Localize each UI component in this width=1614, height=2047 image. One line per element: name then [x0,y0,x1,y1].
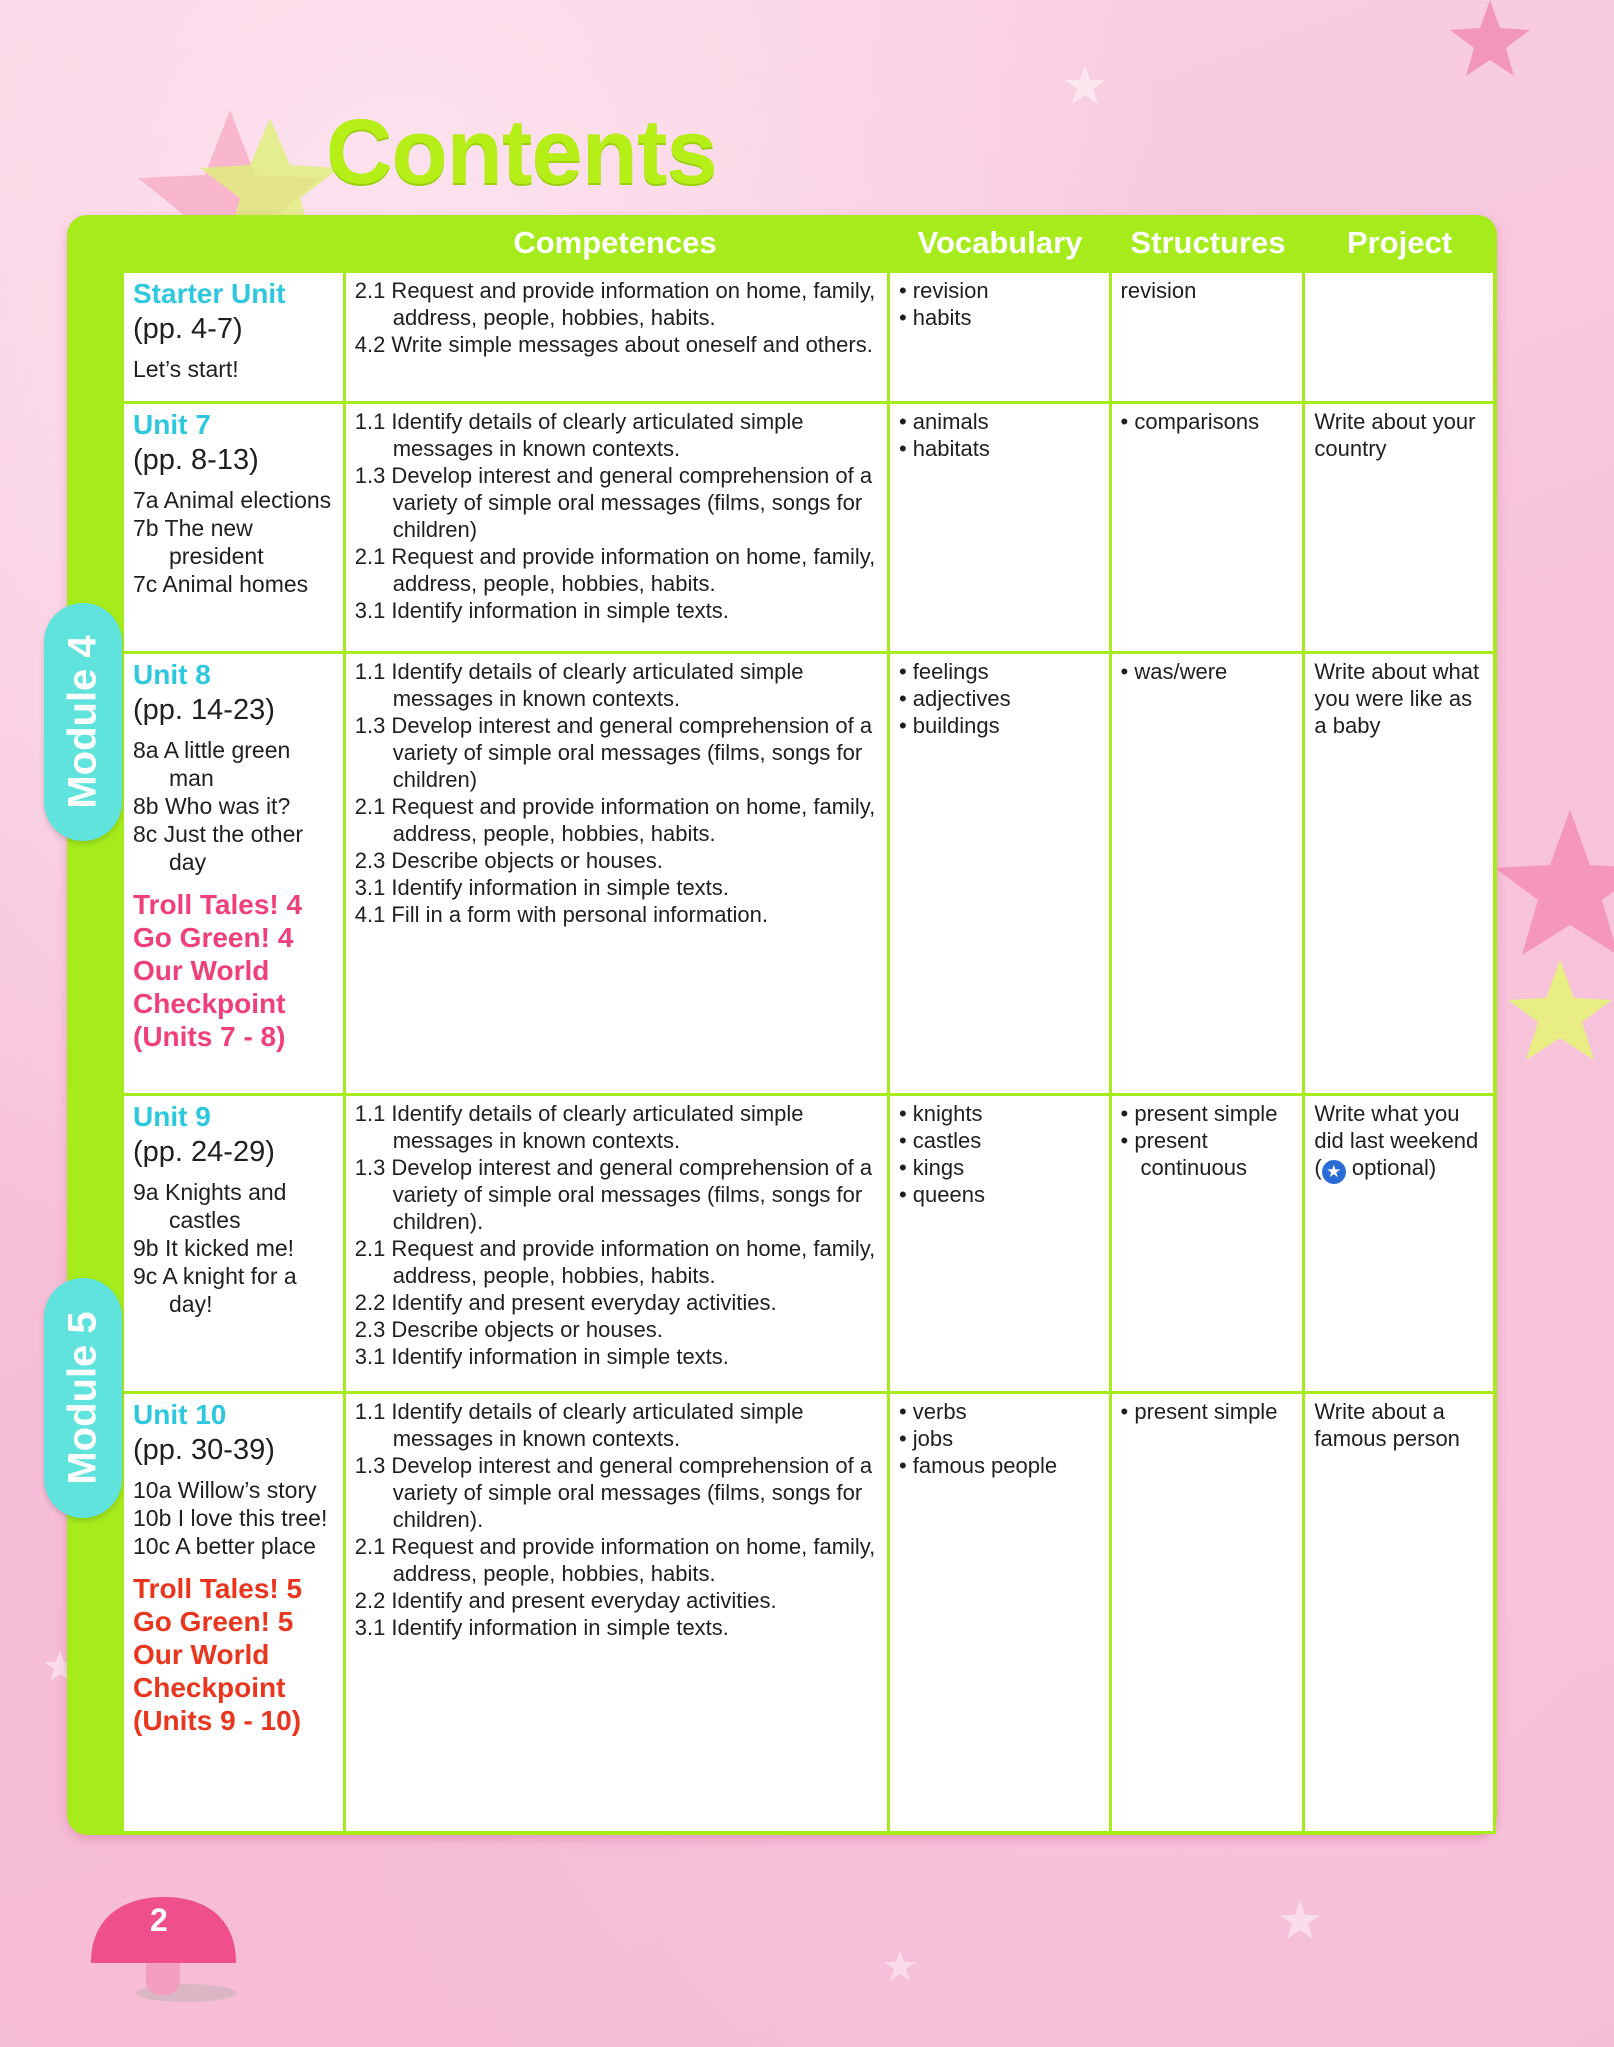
project-cell [1304,272,1495,403]
unit-pages: (pp. 14-23) [133,694,275,726]
structure-item: • present continuous [1120,1128,1247,1180]
competences-cell [344,653,888,1095]
unit-title: Unit 8 [133,659,211,690]
lesson-item: 9b It kicked me! [133,1235,295,1261]
lesson-item: 9a Knights and castles [133,1179,287,1233]
page-title: Contents [326,101,717,203]
vocabulary-item: • habitats [898,436,990,461]
table-row [123,1393,1495,1833]
unit-title: Unit 9 [133,1101,211,1132]
competence-item: 2.1 Request and provide information on home, family, address, people, hobbies, habits. [354,794,876,846]
competence-item: 2.1 Request and provide information on home, family, address, people, hobbies, habits. [354,1236,876,1288]
extra-item: Troll Tales! 5 [133,1573,303,1604]
competence-item: 1.1 Identify details of clearly articulated simple messages in known contexts. [354,659,804,711]
extra-item: Our World [133,955,270,986]
project-note [1314,1154,1484,1184]
unit-title: Unit 7 [133,409,211,440]
competence-item: 2.1 Request and provide information on home, family, address, people, hobbies, habits. [354,1534,876,1586]
unit-title: Starter Unit [133,278,286,309]
unit-pages: (pp. 4-7) [133,313,243,345]
project-text: Write about a famous person [1314,1399,1460,1451]
lesson-item: 8b Who was it? [133,793,291,819]
competence-item: 2.2 Identify and present everyday activities. [354,1588,777,1613]
vocabulary-item: • adjectives [898,686,1011,711]
competence-item: 1.3 Develop interest and general comprehension of a variety of simple oral messages (films, songs for children). [354,1155,873,1234]
vocabulary-item: • knights [898,1101,983,1126]
project-cell [1304,1393,1495,1833]
module-4-tab [44,603,122,841]
extra-item: Checkpoint [133,988,286,1019]
competence-item: 4.1 Fill in a form with personal information. [354,902,769,927]
extra-item: Our World [133,1639,270,1670]
unit-cell [123,272,345,403]
competence-item: 3.1 Identify information in simple texts. [354,1344,729,1369]
header-structures: Structures [1130,225,1286,260]
lesson-item: 10a Willow’s story [133,1477,317,1503]
structure-item: • comparisons [1120,409,1260,434]
competence-item: 2.3 Describe objects or houses. [354,848,663,873]
structures-cell [1110,1095,1304,1393]
contents-table [121,270,1496,1834]
header-vocabulary: Vocabulary [917,225,1083,260]
lesson-item: 7a Animal elections [133,487,332,513]
vocabulary-item: • feelings [898,659,989,684]
extra-item: Go Green! 5 [133,1606,294,1637]
structure-item: revision [1120,278,1197,303]
competence-item: 2.2 Identify and present everyday activities. [354,1290,777,1315]
competence-item: 1.3 Develop interest and general comprehension of a variety of simple oral messages (films, songs for children) [354,463,873,542]
vocabulary-cell [888,1095,1110,1393]
unit-title: Unit 10 [133,1399,227,1430]
lesson-item: 8c Just the other day [133,821,304,875]
extras-list [133,1572,334,1737]
unit-pages: (pp. 30-39) [133,1434,275,1466]
vocabulary-cell [888,653,1110,1095]
extra-item: Checkpoint [133,1672,286,1703]
competence-item: 3.1 Identify information in simple texts. [354,1615,729,1640]
header-competences: Competences [513,225,717,260]
lesson-item: 7b The new president [133,515,264,569]
project-text: Write about what you were like as a baby [1314,659,1480,738]
project-note-text: optional) [1345,1155,1437,1180]
structures-cell [1110,403,1304,653]
competences-cell [344,1095,888,1393]
extra-item: (Units 7 - 8) [133,1021,286,1052]
competence-item: 3.1 Identify information in simple texts. [354,875,729,900]
vocabulary-item: • queens [898,1182,985,1207]
structures-cell [1110,272,1304,403]
vocabulary-item: • kings [898,1155,965,1180]
structure-item: • present simple [1120,1399,1278,1424]
competence-item: 2.1 Request and provide information on home, family, address, people, hobbies, habits. [354,544,876,596]
competence-item: 1.3 Develop interest and general comprehension of a variety of simple oral messages (films, songs for children). [354,1453,873,1532]
unit-pages: (pp. 24-29) [133,1136,275,1168]
lesson-item: 7c Animal homes [133,571,309,597]
vocabulary-item: • verbs [898,1399,967,1424]
extras-list [133,888,334,1053]
unit-cell [123,403,345,653]
vocabulary-cell [888,272,1110,403]
structures-cell [1110,1393,1304,1833]
module-5-label: Module 5 [60,1311,105,1485]
structures-cell [1110,653,1304,1095]
vocabulary-item: • castles [898,1128,982,1153]
header-project: Project [1346,225,1453,260]
extra-item: Troll Tales! 4 [133,889,303,920]
vocabulary-cell [888,1393,1110,1833]
vocabulary-item: • famous people [898,1453,1058,1478]
competence-item: 4.2 Write simple messages about oneself and others. [354,332,873,357]
unit-cell [123,653,345,1095]
competences-cell [344,272,888,403]
module-4-label: Module 4 [60,635,105,809]
vocabulary-cell [888,403,1110,653]
competence-item: 1.1 Identify details of clearly articulated simple messages in known contexts. [354,1101,804,1153]
unit-cell [123,1393,345,1833]
competence-item: 1.3 Develop interest and general comprehension of a variety of simple oral messages (films, songs for children) [354,713,873,792]
vocabulary-item: • revision [898,278,989,303]
table-row [123,272,1495,403]
project-text: Write what you did last weekend [1314,1101,1479,1153]
vocabulary-item: • jobs [898,1426,954,1451]
project-cell [1304,1095,1495,1393]
page-number: 2 [150,1902,168,1938]
unit-cell [123,1095,345,1393]
unit-pages: (pp. 8-13) [133,444,259,476]
lesson-item: 10c A better place [133,1533,316,1559]
competence-item: 2.3 Describe objects or houses. [354,1317,663,1342]
lesson-item: 8a A little green man [133,737,291,791]
project-cell [1304,403,1495,653]
competences-cell [344,1393,888,1833]
extra-item: Go Green! 4 [133,922,294,953]
lesson-item: 9c A knight for a day! [133,1263,297,1317]
table-row [123,403,1495,653]
project-note-open: ( [1314,1155,1322,1180]
vocabulary-item: • buildings [898,713,1000,738]
star-badge-icon: ★ [1322,1160,1346,1184]
vocabulary-item: • animals [898,409,989,434]
competence-item: 3.1 Identify information in simple texts. [354,598,729,623]
extra-item: (Units 9 - 10) [133,1705,302,1736]
competences-cell [344,403,888,653]
competence-item: 1.1 Identify details of clearly articulated simple messages in known contexts. [354,409,804,461]
project-text: Write about your country [1314,409,1476,461]
lesson-item: 10b I love this tree! [133,1505,328,1531]
vocabulary-item: • habits [898,305,972,330]
competence-item: 1.1 Identify details of clearly articulated simple messages in known contexts. [354,1399,804,1451]
competence-item: 2.1 Request and provide information on home, family, address, people, hobbies, habits. [354,278,876,330]
table-row [123,653,1495,1095]
structure-item: • was/were [1120,659,1228,684]
project-cell [1304,653,1495,1095]
module-5-tab [44,1278,122,1518]
lesson-item: Let’s start! [133,356,239,382]
structure-item: • present simple [1120,1101,1278,1126]
table-row [123,1095,1495,1393]
